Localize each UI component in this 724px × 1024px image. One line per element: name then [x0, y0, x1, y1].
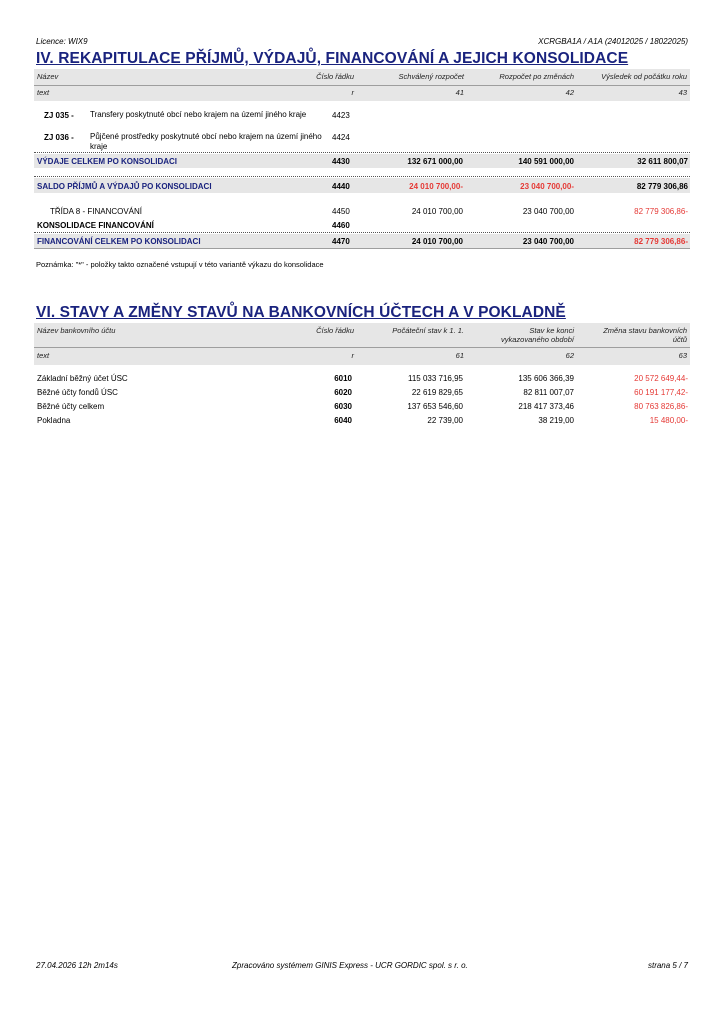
col-row-no: Číslo řádku [316, 326, 354, 335]
financing-total-result: 82 779 306,86- [634, 237, 688, 246]
col-sub-43: 43 [678, 88, 687, 97]
header-separator [34, 85, 690, 86]
item-row: 4424 [332, 133, 350, 142]
footer-timestamp: 27.04.2026 12h 2m14s [36, 961, 118, 970]
dotted-separator [34, 232, 690, 233]
saldo-result: 82 779 306,86 [636, 182, 688, 191]
financing-total-row: 4470 [332, 237, 350, 246]
expenses-total-result: 32 611 800,07 [637, 157, 688, 166]
col-sub-r: r [351, 351, 354, 360]
col-account-name: Název bankovního účtu [37, 326, 116, 335]
col-sub-41: 41 [455, 88, 464, 97]
account-label: Běžné účty celkem [37, 402, 105, 411]
section4-title: IV. REKAPITULACE PŘÍJMŮ, VÝDAJŮ, FINANCOVÁNÍ A JEJICH KONSOLIDACE [36, 50, 629, 67]
col-balance-change-1: Změna stavu bankovních [603, 326, 687, 335]
col-approved-budget: Schválený rozpočet [398, 72, 464, 81]
col-opening-balance: Počáteční stav k 1. 1. [392, 326, 464, 335]
col-sub-62: 62 [565, 351, 574, 360]
item-row: 4423 [332, 111, 350, 120]
col-sub-42: 42 [565, 88, 574, 97]
account-change: 80 763 826,86- [634, 402, 688, 411]
footer-system: Zpracováno systémem GINIS Express - UCR GORDIC spol. s r. o. [232, 961, 468, 970]
item-text: Půjčené prostředky poskytnuté obcí nebo krajem na území jiného kraje [90, 132, 322, 151]
account-label: Běžné účty fondů ÚSC [37, 388, 118, 397]
saldo-changed: 23 040 700,00- [520, 182, 574, 191]
consolidation-note: Poznámka: "*" - položky takto označené vstupují v této variantě výkazu do konsolidace [36, 260, 324, 269]
account-opening: 137 653 546,60 [407, 402, 463, 411]
account-row: 6020 [334, 388, 352, 397]
dotted-separator [34, 176, 690, 177]
section6-title: VI. STAVY A ZMĚNY STAVŮ NA BANKOVNÍCH ÚČTECH A V POKLADNĚ [36, 304, 566, 321]
item-code: ZJ 035 - [44, 111, 74, 120]
account-row: 6030 [334, 402, 352, 411]
report-code: XCRGBA1A / A1A (24012025 / 18022025) [538, 37, 688, 46]
item-text: Transfery poskytnuté obcí nebo krajem na území jiného kraje [90, 110, 307, 119]
trida8-result: 82 779 306,86- [634, 207, 688, 216]
col-budget-after-changes: Rozpočet po změnách [499, 72, 574, 81]
expenses-total-row: 4430 [332, 157, 350, 166]
col-sub-r: r [351, 88, 354, 97]
financing-total-changed: 23 040 700,00 [522, 237, 574, 246]
col-closing-balance-2: vykazovaného období [501, 335, 574, 344]
trida8-row: 4450 [332, 207, 350, 216]
table-bottom-line [34, 248, 690, 249]
expenses-total-label: VÝDAJE CELKEM PO KONSOLIDACI [37, 157, 178, 166]
account-closing: 38 219,00 [538, 416, 574, 425]
account-label: Základní běžný účet ÚSC [37, 374, 128, 383]
account-opening: 22 619 829,65 [411, 388, 463, 397]
account-row: 6010 [334, 374, 352, 383]
dotted-separator [34, 152, 690, 153]
account-opening: 22 739,00 [427, 416, 463, 425]
col-sub-61: 61 [455, 351, 464, 360]
col-sub-text: text [37, 88, 50, 97]
expenses-total-approved: 132 671 000,00 [407, 157, 463, 166]
col-sub-text: text [37, 351, 50, 360]
licence-label: Licence: WIX9 [36, 37, 88, 46]
financing-total-approved: 24 010 700,00 [411, 237, 463, 246]
header-separator [34, 347, 690, 348]
item-code: ZJ 036 - [44, 133, 74, 142]
konsolidace-label: KONSOLIDACE FINANCOVÁNÍ [37, 221, 154, 230]
footer-page-number: strana 5 / 7 [647, 961, 688, 970]
saldo-row: 4440 [332, 182, 350, 191]
account-row: 6040 [334, 416, 352, 425]
account-label: Pokladna [37, 416, 71, 425]
financing-total-label: FINANCOVÁNÍ CELKEM PO KONSOLIDACI [37, 237, 201, 246]
trida8-approved: 24 010 700,00 [411, 207, 463, 216]
col-closing-balance-1: Stav ke konci [529, 326, 574, 335]
trida8-label: TŘÍDA 8 - FINANCOVÁNÍ [50, 207, 143, 216]
col-row-no: Číslo řádku [316, 72, 354, 81]
section6-table-header [34, 323, 690, 365]
saldo-approved: 24 010 700,00- [409, 182, 463, 191]
col-name: Název [37, 72, 59, 81]
account-change: 20 572 649,44- [634, 374, 688, 383]
col-result-ytd: Výsledek od počátku roku [601, 72, 687, 81]
konsolidace-row: 4460 [332, 221, 350, 230]
col-sub-63: 63 [678, 351, 687, 360]
account-closing: 218 417 373,46 [518, 402, 574, 411]
account-change: 15 480,00- [649, 416, 688, 425]
account-closing: 135 606 366,39 [518, 374, 574, 383]
account-change: 60 191 177,42- [634, 388, 688, 397]
expenses-total-changed: 140 591 000,00 [518, 157, 574, 166]
trida8-changed: 23 040 700,00 [522, 207, 574, 216]
account-opening: 115 033 716,95 [407, 374, 463, 383]
saldo-label: SALDO PŘÍJMŮ A VÝDAJŮ PO KONSOLIDACI [37, 182, 212, 191]
account-closing: 82 811 007,07 [523, 388, 574, 397]
col-balance-change-2: účtů [672, 335, 687, 344]
